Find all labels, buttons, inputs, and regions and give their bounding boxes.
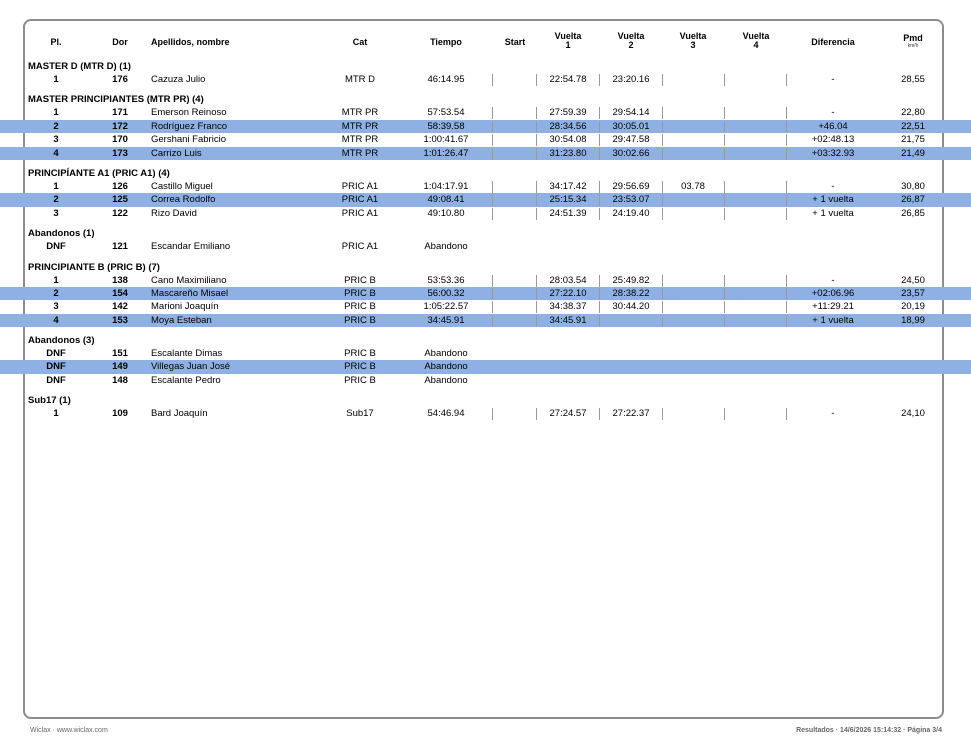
cell-v1: 34:17.42: [549, 180, 587, 192]
cell-cat: PRIC B: [344, 274, 376, 286]
table-row: [0, 300, 971, 313]
cell-dif: -: [831, 74, 835, 85]
cell-pl: 3: [53, 134, 59, 146]
column-separator: [599, 408, 600, 420]
cell-dor: 170: [112, 134, 128, 146]
cell-tiempo: 1:01:26.47: [423, 147, 469, 159]
header-diferencia: Diferencia: [811, 37, 855, 47]
cell-pl: 1: [53, 107, 59, 119]
column-separator: [492, 121, 493, 133]
table-row: [0, 147, 971, 160]
cell-name: Carrizo Luis: [151, 147, 202, 159]
cell-dor: 149: [112, 361, 128, 373]
group-spacer: [0, 220, 971, 227]
cell-dor: 153: [112, 314, 128, 326]
column-separator: [662, 208, 663, 220]
group-title: Abandonos (1): [28, 228, 95, 240]
column-separator: [599, 181, 600, 193]
column-separator: [492, 301, 493, 313]
cell-pmd: 30,80: [901, 180, 925, 192]
column-separator: [536, 408, 537, 420]
column-separator: [662, 408, 663, 420]
column-separator: [786, 148, 787, 160]
cell-name: Escalante Dimas: [151, 348, 223, 360]
column-separator: [662, 275, 663, 287]
column-separator: [492, 275, 493, 287]
cell-name: Escalante Pedro: [151, 374, 221, 386]
cell-cat: MTR D: [344, 74, 376, 85]
column-separator: [599, 107, 600, 119]
cell-cat: PRIC B: [344, 374, 376, 386]
cell-tiempo: Abandono: [424, 374, 468, 386]
column-separator: [599, 74, 600, 86]
group-spacer: [0, 160, 971, 167]
column-separator: [662, 288, 663, 300]
cell-pmd: 18,99: [901, 314, 925, 326]
table-row: [0, 407, 971, 420]
cell-v1: 28:34.56: [549, 120, 587, 132]
cell-name: Castillo Miguel: [151, 180, 213, 192]
footer-left: Wiclax · www.wiclax.com: [30, 727, 108, 734]
cell-v1: 27:22.10: [549, 287, 587, 299]
cell-pl: 4: [53, 147, 59, 159]
column-separator: [599, 288, 600, 300]
table-row: [0, 106, 971, 119]
cell-pl: DNF: [46, 241, 66, 253]
cell-tiempo: 49:10.80: [427, 207, 465, 219]
cell-name: Villegas Juan José: [151, 361, 231, 373]
table-row: [0, 240, 971, 253]
cell-v1: 22:54.78: [549, 74, 587, 85]
cell-cat: MTR PR: [341, 120, 379, 132]
header-vuelta-4-b: 4: [753, 40, 759, 50]
cell-name: Cazuza Julio: [151, 74, 206, 85]
cell-tiempo: 1:05:22.57: [423, 301, 469, 313]
header-vuelta-1: [538, 32, 598, 50]
footer-right: Resultados · 14/6/2026 15:14:32 · Página 3/4: [796, 727, 942, 734]
cell-tiempo: 58:39.58: [427, 120, 465, 132]
cell-pl: DNF: [46, 348, 66, 360]
cell-v2: 25:49.82: [612, 274, 650, 286]
column-separator: [662, 148, 663, 160]
cell-pl: 1: [53, 408, 59, 420]
cell-dif: +02:06.96: [811, 287, 855, 299]
column-separator: [786, 107, 787, 119]
column-separator: [492, 134, 493, 146]
column-separator: [492, 408, 493, 420]
cell-dif: +02:48.13: [811, 134, 855, 146]
cell-dor: 148: [112, 374, 128, 386]
cell-cat: PRIC B: [344, 361, 376, 373]
header-tiempo: Tiempo: [430, 37, 462, 47]
cell-v1: 34:38.37: [549, 301, 587, 313]
column-separator: [492, 288, 493, 300]
group-title: PRINCIPIANTE B (PRIC B) (7): [28, 261, 160, 273]
group-title: PRINCIPÍANTE A1 (PRIC A1) (4): [28, 167, 170, 179]
group-title: Abandonos (3): [28, 335, 95, 347]
header-pmd-label: Pmd: [903, 33, 923, 43]
cell-v1: 27:59.39: [549, 107, 587, 119]
header-vuelta-2-a: Vuelta: [617, 31, 645, 41]
cell-v2: 28:38.22: [612, 287, 650, 299]
column-separator: [662, 181, 663, 193]
column-separator: [536, 288, 537, 300]
table-row: [0, 374, 971, 387]
cell-dor: 109: [112, 408, 128, 420]
column-separator: [662, 121, 663, 133]
group-spacer: [0, 387, 971, 394]
cell-pl: DNF: [46, 374, 66, 386]
cell-cat: PRIC B: [344, 348, 376, 360]
column-separator: [536, 315, 537, 327]
cell-pl: 2: [53, 194, 59, 206]
table-row: [0, 360, 971, 373]
table-row: [0, 347, 971, 360]
column-separator: [536, 121, 537, 133]
cell-dif: + 1 vuelta: [812, 314, 854, 326]
column-separator: [536, 107, 537, 119]
column-separator: [662, 134, 663, 146]
column-separator: [599, 275, 600, 287]
column-separator: [492, 194, 493, 206]
column-separator: [492, 107, 493, 119]
column-separator: [599, 148, 600, 160]
cell-pmd: 24,50: [901, 274, 925, 286]
group-spacer: [0, 421, 971, 428]
cell-pmd: 22,51: [901, 120, 925, 132]
column-separator: [536, 181, 537, 193]
column-separator: [786, 301, 787, 313]
table-row: [0, 207, 971, 220]
header-vuelta-4: [726, 32, 786, 50]
cell-v1: 31:23.80: [549, 147, 587, 159]
column-separator: [536, 194, 537, 206]
table-row: [0, 133, 971, 146]
cell-cat: PRIC A1: [341, 207, 379, 219]
cell-dif: -: [831, 107, 835, 119]
table-row: [0, 314, 971, 327]
column-separator: [599, 134, 600, 146]
header-vuelta-3-a: Vuelta: [679, 31, 707, 41]
cell-tiempo: Abandono: [424, 348, 468, 360]
cell-dif: +11:29.21: [812, 301, 854, 313]
cell-v2: 30:05.01: [612, 120, 650, 132]
table-row: [0, 287, 971, 300]
cell-v2: 27:22.37: [612, 408, 650, 420]
column-separator: [786, 315, 787, 327]
column-separator: [786, 74, 787, 86]
cell-pmd: 26,85: [901, 207, 925, 219]
column-separator: [599, 194, 600, 206]
cell-dif: -: [831, 408, 835, 420]
cell-v2: 30:44.20: [612, 301, 650, 313]
cell-pmd: 23,57: [901, 287, 925, 299]
cell-v1: 25:15.34: [549, 194, 587, 206]
cell-name: Correa Rodolfo: [151, 194, 216, 206]
table-row: [0, 193, 971, 206]
column-separator: [786, 288, 787, 300]
cell-cat: PRIC A1: [341, 180, 379, 192]
cell-tiempo: 56:00.32: [427, 287, 465, 299]
header-vuelta-3: [664, 32, 722, 50]
table-header: [0, 30, 971, 54]
cell-dor: 172: [112, 120, 128, 132]
header-vuelta-1-b: 1: [565, 40, 571, 50]
header-vuelta-2: [600, 32, 662, 50]
column-separator: [536, 275, 537, 287]
column-separator: [536, 134, 537, 146]
column-separator: [786, 275, 787, 287]
column-separator: [536, 301, 537, 313]
cell-name: Rodríguez Franco: [151, 120, 228, 132]
cell-tiempo: 54:46.94: [427, 408, 465, 420]
column-separator: [662, 194, 663, 206]
column-separator: [724, 408, 725, 420]
cell-pl: 3: [53, 301, 59, 313]
cell-pl: 1: [53, 74, 59, 85]
cell-pmd: 22,80: [901, 107, 925, 119]
cell-pmd: 26,87: [901, 194, 925, 206]
cell-cat: MTR PR: [341, 147, 379, 159]
cell-dor: 154: [112, 287, 128, 299]
cell-dif: + 1 vuelta: [812, 207, 854, 219]
cell-pl: 1: [53, 180, 59, 192]
group-title: MASTER PRINCIPIANTES (MTR PR) (4): [28, 94, 204, 106]
header-vuelta-4-a: Vuelta: [742, 31, 770, 41]
cell-dif: +03:32.93: [811, 147, 855, 159]
cell-dor: 176: [112, 74, 128, 85]
cell-dor: 122: [112, 207, 128, 219]
cell-dor: 171: [112, 107, 128, 119]
column-separator: [492, 208, 493, 220]
cell-v2: 29:47.58: [612, 134, 650, 146]
column-separator: [786, 134, 787, 146]
cell-name: Moya Esteban: [151, 314, 212, 326]
column-separator: [724, 208, 725, 220]
cell-dif: + 1 vuelta: [812, 194, 854, 206]
column-separator: [724, 194, 725, 206]
cell-name: Bard Joaquín: [151, 408, 208, 420]
cell-v2: 24:19.40: [612, 207, 650, 219]
group-spacer: [0, 86, 971, 93]
column-separator: [662, 301, 663, 313]
cell-dor: 173: [112, 147, 128, 159]
cell-pl: 4: [53, 314, 59, 326]
cell-tiempo: Abandono: [424, 361, 468, 373]
cell-pl: 2: [53, 287, 59, 299]
column-separator: [724, 134, 725, 146]
group-title: Sub17 (1): [28, 395, 71, 407]
column-separator: [662, 315, 663, 327]
cell-name: Escandar Emiliano: [151, 241, 231, 253]
cell-dor: 151: [112, 348, 128, 360]
column-separator: [536, 74, 537, 86]
column-separator: [724, 181, 725, 193]
cell-dor: 142: [112, 301, 128, 313]
column-separator: [662, 107, 663, 119]
cell-v1: 24:51.39: [549, 207, 587, 219]
column-separator: [724, 315, 725, 327]
table-row: [0, 73, 971, 86]
header-name: Apellidos, nombre: [151, 37, 230, 47]
cell-tiempo: Abandono: [424, 241, 468, 253]
column-separator: [786, 194, 787, 206]
column-separator: [724, 301, 725, 313]
column-separator: [536, 208, 537, 220]
cell-v1: 30:54.08: [549, 134, 587, 146]
cell-name: Emerson Reinoso: [151, 107, 227, 119]
header-vuelta-2-b: 2: [628, 40, 634, 50]
cell-cat: Sub17: [346, 408, 374, 420]
cell-dor: 121: [112, 241, 128, 253]
cell-tiempo: 57:53.54: [427, 107, 465, 119]
cell-pmd: 28,55: [901, 74, 925, 85]
column-separator: [786, 408, 787, 420]
table-row: [0, 274, 971, 287]
column-separator: [724, 74, 725, 86]
cell-v1: 28:03.54: [549, 274, 587, 286]
column-separator: [599, 301, 600, 313]
column-separator: [492, 181, 493, 193]
column-separator: [492, 315, 493, 327]
group-spacer: [0, 254, 971, 261]
cell-tiempo: 1:04:17.91: [423, 180, 469, 192]
cell-tiempo: 53:53.36: [427, 274, 465, 286]
cell-pl: 3: [53, 207, 59, 219]
cell-pl: DNF: [46, 361, 66, 373]
cell-v3: 03.78: [681, 180, 705, 192]
column-separator: [786, 181, 787, 193]
cell-dif: -: [831, 274, 835, 286]
cell-pmd: 20,19: [901, 301, 925, 313]
cell-v2: 30:02.66: [612, 147, 650, 159]
cell-cat: PRIC A1: [341, 194, 379, 206]
column-separator: [724, 121, 725, 133]
cell-tiempo: 49:08.41: [427, 194, 465, 206]
cell-name: Gershani Fabricio: [151, 134, 226, 146]
results-table: [0, 60, 971, 428]
header-pmd: [884, 34, 942, 50]
column-separator: [724, 107, 725, 119]
cell-dor: 138: [112, 274, 128, 286]
cell-pl: 1: [53, 274, 59, 286]
column-separator: [724, 148, 725, 160]
group-title: MASTER D (MTR D) (1): [28, 61, 131, 72]
cell-pmd: 21,49: [901, 147, 925, 159]
header-vuelta-1-a: Vuelta: [554, 31, 582, 41]
cell-tiempo: 34:45.91: [427, 314, 465, 326]
cell-name: Cano Maximiliano: [151, 274, 227, 286]
cell-name: Mascareño Misael: [151, 287, 229, 299]
cell-tiempo: 1:00:41.67: [423, 134, 469, 146]
column-separator: [662, 74, 663, 86]
column-separator: [786, 121, 787, 133]
column-separator: [786, 208, 787, 220]
cell-cat: PRIC B: [344, 287, 376, 299]
cell-v2: 23:20.16: [612, 74, 650, 85]
column-separator: [724, 288, 725, 300]
cell-dor: 125: [112, 194, 128, 206]
column-separator: [599, 121, 600, 133]
cell-name: Rizo David: [151, 207, 197, 219]
cell-v2: 29:54.14: [612, 107, 650, 119]
cell-cat: PRIC A1: [341, 241, 379, 253]
header-dor: Dor: [112, 37, 128, 47]
group-spacer: [0, 327, 971, 334]
cell-cat: MTR PR: [341, 107, 379, 119]
column-separator: [492, 74, 493, 86]
cell-cat: PRIC B: [344, 301, 376, 313]
table-row: [0, 180, 971, 193]
column-separator: [599, 315, 600, 327]
cell-pl: 2: [53, 120, 59, 132]
cell-v1: 27:24.57: [549, 408, 587, 420]
column-separator: [599, 208, 600, 220]
cell-pmd: 24,10: [901, 408, 925, 420]
cell-cat: PRIC B: [344, 314, 376, 326]
cell-cat: MTR PR: [341, 134, 379, 146]
cell-dif: -: [831, 180, 835, 192]
cell-v2: 23:53.07: [612, 194, 650, 206]
cell-tiempo: 46:14.95: [427, 74, 465, 85]
table-row: [0, 120, 971, 133]
header-start: Start: [504, 37, 526, 47]
column-separator: [536, 148, 537, 160]
column-separator: [492, 148, 493, 160]
cell-dif: +46.04: [818, 120, 848, 132]
header-pmd-unit: km/h: [907, 43, 919, 49]
cell-pmd: 21,75: [901, 134, 925, 146]
cell-v2: 29:56.69: [612, 180, 650, 192]
header-cat: Cat: [352, 37, 368, 47]
header-vuelta-3-b: 3: [690, 40, 696, 50]
column-separator: [724, 275, 725, 287]
cell-dor: 126: [112, 180, 128, 192]
cell-name: Marioni Joaquín: [151, 301, 219, 313]
header-pl: Pl.: [50, 37, 62, 47]
cell-v1: 34:45.91: [549, 314, 587, 326]
